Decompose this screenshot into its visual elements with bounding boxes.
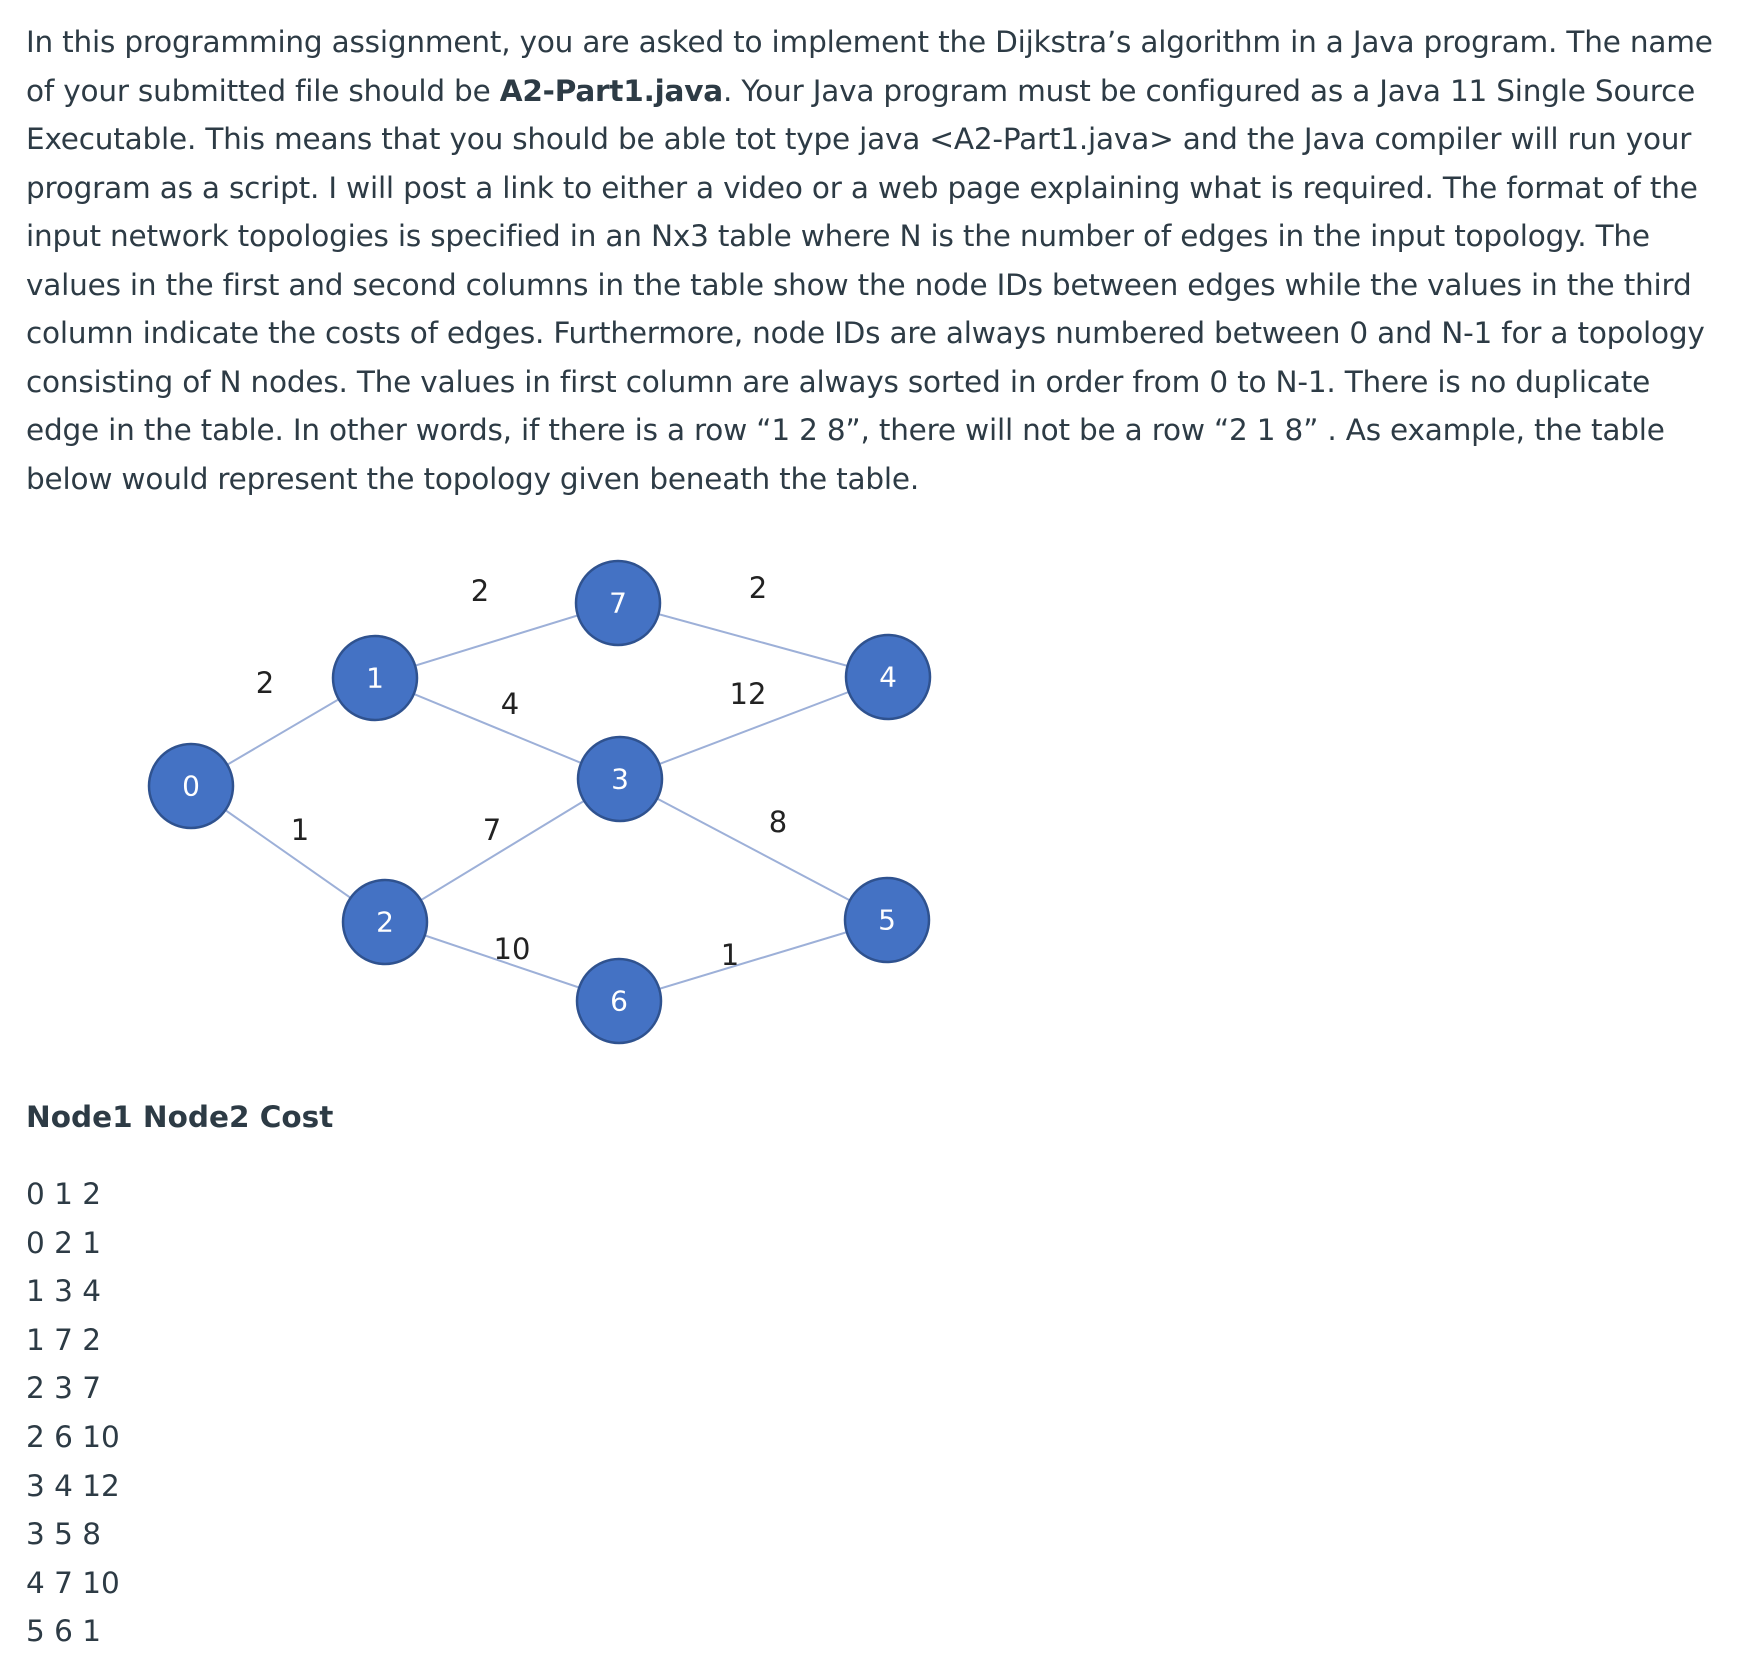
node-6 (577, 959, 661, 1043)
node-label: 3 (611, 762, 629, 796)
graph-nodes (149, 561, 930, 1043)
intro-text-part1: In this programming assignment, you are asked to implement the Dijkstra’s algorithm in a Java program. The name of your submitted file should be (26, 25, 1713, 108)
node-4 (846, 635, 930, 719)
edge-cost-6-5: 1 (720, 938, 740, 972)
node-7 (576, 561, 660, 645)
edge-table-row: 3 5 8 (26, 1517, 102, 1552)
edge-table-row: 0 1 2 (26, 1177, 102, 1211)
edge-table (26, 1170, 120, 1656)
edge-cost-7-4: 2 (748, 571, 768, 605)
edge-cost-3-4: 12 (729, 677, 767, 711)
edge-table-header: Node1 Node2 Cost (26, 1100, 334, 1134)
edge-3-5 (620, 779, 887, 920)
edge-table-row: 2 6 10 (26, 1419, 120, 1454)
edge-cost-0-1: 2 (255, 666, 275, 700)
assignment-description (26, 18, 1716, 503)
edge-cost-2-3: 7 (482, 813, 502, 847)
node-label: 4 (879, 660, 897, 694)
topology-graph (0, 540, 1000, 1060)
node-0 (149, 744, 233, 828)
node-1 (333, 636, 417, 720)
edge-table-row: 3 4 12 (26, 1468, 120, 1503)
edge-cost-3-5: 8 (768, 805, 788, 839)
edge-cost-1-7: 2 (470, 574, 490, 608)
edge-table-row: 1 3 4 (26, 1274, 102, 1309)
edge-cost-0-2: 1 (290, 813, 310, 847)
submission-filename: A2-Part1.java (499, 73, 723, 108)
node-label: 7 (609, 586, 627, 620)
node-label: 0 (182, 769, 200, 803)
node-label: 2 (376, 905, 394, 939)
graph-edges (191, 603, 888, 1001)
node-5 (845, 878, 929, 962)
graph-edge-labels (256, 571, 787, 972)
node-label: 1 (366, 661, 384, 695)
edge-cost-1-3: 4 (500, 687, 520, 721)
node-2 (343, 880, 427, 964)
edge-table-row: 4 7 10 (26, 1565, 120, 1600)
edge-table-row: 0 2 1 (26, 1225, 102, 1260)
edge-table-row: 1 7 2 (26, 1322, 102, 1357)
node-label: 5 (878, 903, 896, 937)
node-label: 6 (610, 984, 628, 1018)
intro-text-part2: . Your Java program must be configured as a Java 11 Single Source Executable. This means that you should be able tot type java <A2-Part1.java> and the Java compiler will run your program as a script. I will post a link to either a video or a web page explaining what is required. The format of the input network topologies is specified in an Nx3 table where N is the number of edges in the input topology. The values in the first and second columns in the table show the node IDs between edges while the values in the third column indicate the costs of edges. Furthermore, node IDs are always numbered between 0 and N-1 for a topology consisting of N nodes. The values in first column are always sorted in order from 0 to N-1. There is no duplicate edge in the table. In other words, if there is a row “1 2 8”, there will not be a row “2 1 8” . As example, the table below would represent the topology given beneath the table. (26, 73, 1705, 496)
node-3 (578, 737, 662, 821)
edge-table-row: 5 6 1 (26, 1614, 102, 1649)
edge-cost-2-6: 10 (493, 932, 531, 966)
edge-table-row: 2 3 7 (26, 1371, 102, 1406)
